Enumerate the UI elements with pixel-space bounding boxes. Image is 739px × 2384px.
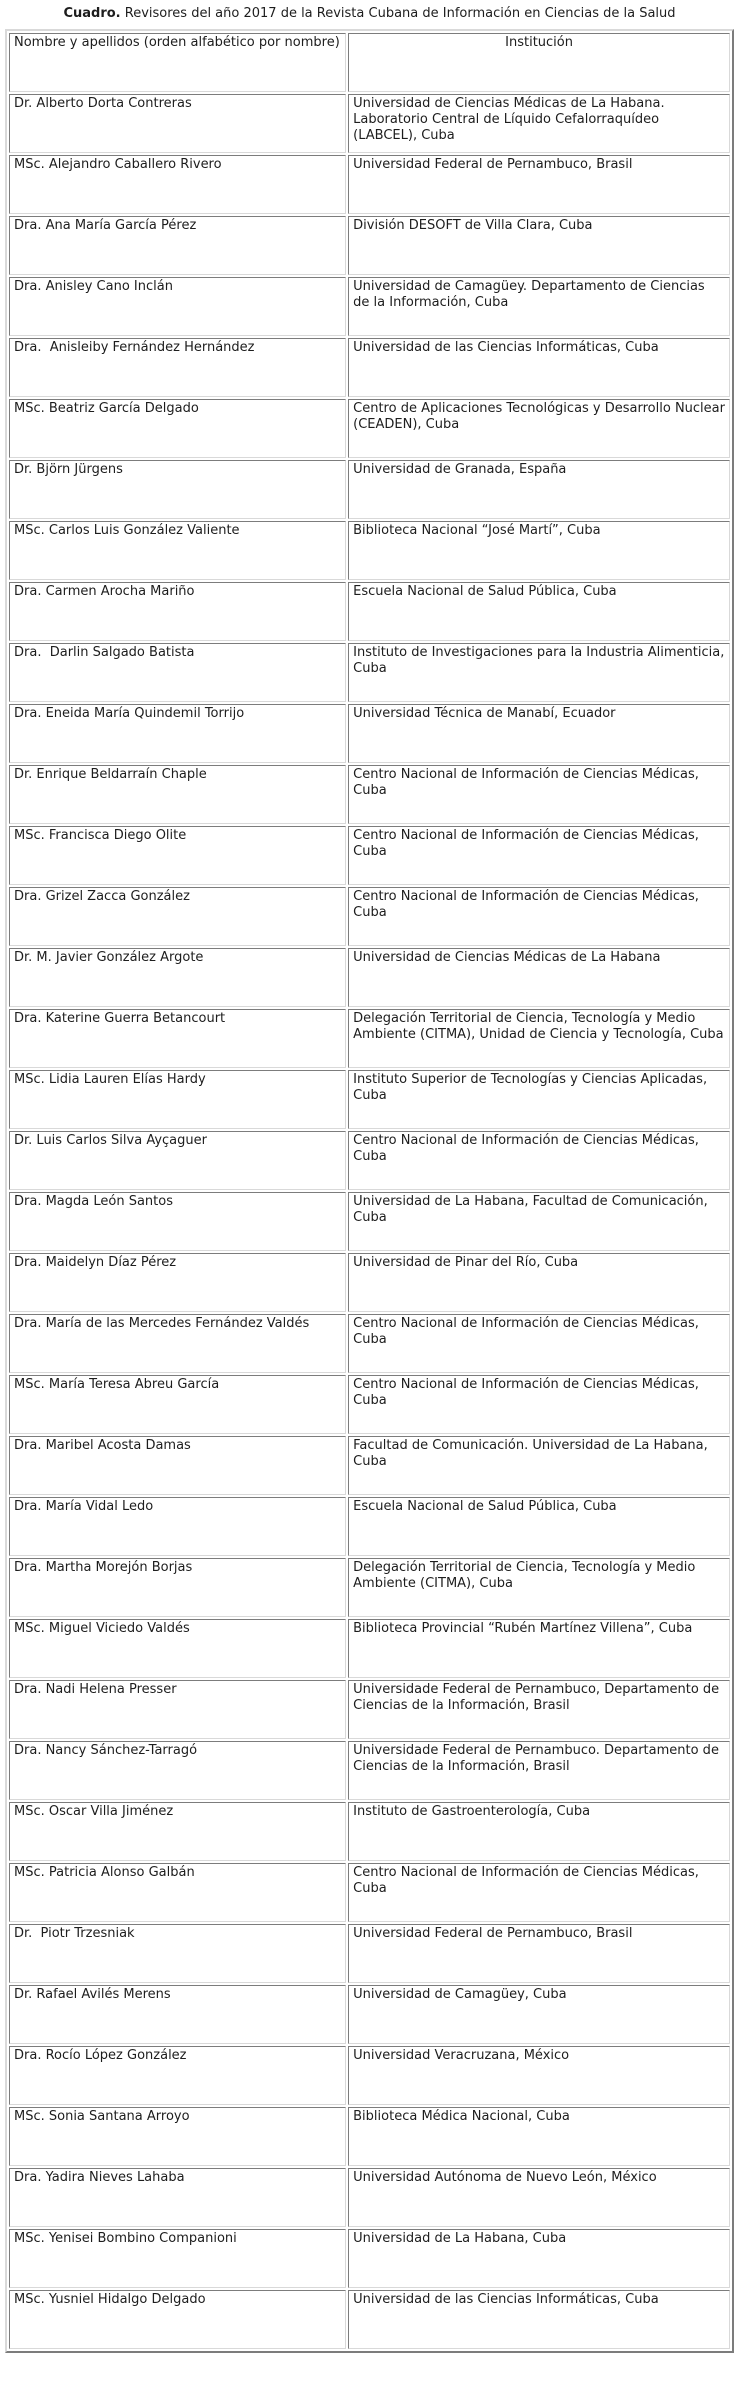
table-row	[9, 155, 730, 214]
table-row	[9, 1436, 730, 1495]
reviewers-table-body	[9, 94, 730, 2349]
table-row	[9, 1009, 730, 1068]
institution-cell: Universidad Federal de Pernambuco, Brasil	[348, 1924, 730, 1983]
reviewer-name-cell: Dra. Nadi Helena Presser	[9, 1680, 346, 1739]
reviewer-name-cell: MSc. Beatriz García Delgado	[9, 399, 346, 458]
reviewer-name-cell: Dr. Björn Jürgens	[9, 460, 346, 519]
institution-cell: Universidad de La Habana, Cuba	[348, 2229, 730, 2288]
reviewer-name-cell: MSc. Miguel Viciedo Valdés	[9, 1619, 346, 1678]
institution-cell: Biblioteca Médica Nacional, Cuba	[348, 2107, 730, 2166]
caption-label: Cuadro.	[63, 6, 121, 21]
institution-cell: Universidad de Camagüey. Departamento de Ciencias de la Información, Cuba	[348, 277, 730, 336]
table-row	[9, 1070, 730, 1129]
institution-cell: Centro de Aplicaciones Tecnológicas y Desarrollo Nuclear (CEADEN), Cuba	[348, 399, 730, 458]
table-row	[9, 1253, 730, 1312]
header-institution-column: Institución	[348, 33, 730, 92]
reviewer-name-cell: Dra. María de las Mercedes Fernández Valdés	[9, 1314, 346, 1373]
table-row	[9, 887, 730, 946]
institution-cell: Instituto de Investigaciones para la Industria Alimenticia, Cuba	[348, 643, 730, 702]
institution-cell: Universidad de La Habana, Facultad de Comunicación, Cuba	[348, 1192, 730, 1251]
table-row	[9, 1192, 730, 1251]
institution-cell: Escuela Nacional de Salud Pública, Cuba	[348, 582, 730, 641]
institution-cell: Universidade Federal de Pernambuco, Departamento de Ciencias de la Información, Brasil	[348, 1680, 730, 1739]
institution-cell: Universidad de Granada, España	[348, 460, 730, 519]
table-row	[9, 2290, 730, 2349]
institution-cell: Universidad Federal de Pernambuco, Brasil	[348, 155, 730, 214]
institution-cell: Universidad de las Ciencias Informáticas, Cuba	[348, 2290, 730, 2349]
institution-cell: Universidad de Camagüey, Cuba	[348, 1985, 730, 2044]
table-row	[9, 1619, 730, 1678]
institution-cell: Delegación Territorial de Ciencia, Tecnología y Medio Ambiente (CITMA), Unidad de Ciencia y Tecnología, Cuba	[348, 1009, 730, 1068]
institution-cell: Universidad de Pinar del Río, Cuba	[348, 1253, 730, 1312]
table-row	[9, 765, 730, 824]
reviewer-name-cell: MSc. María Teresa Abreu García	[9, 1375, 346, 1434]
reviewer-name-cell: Dra. Anisley Cano Inclán	[9, 277, 346, 336]
table-row	[9, 338, 730, 397]
institution-cell: Instituto Superior de Tecnologías y Ciencias Aplicadas, Cuba	[348, 1070, 730, 1129]
table-row	[9, 2046, 730, 2105]
reviewer-name-cell: MSc. Sonia Santana Arroyo	[9, 2107, 346, 2166]
reviewer-name-cell: Dr. Alberto Dorta Contreras	[9, 94, 346, 153]
institution-cell: Facultad de Comunicación. Universidad de La Habana, Cuba	[348, 1436, 730, 1495]
reviewer-name-cell: Dra. Rocío López González	[9, 2046, 346, 2105]
institution-cell: Universidad Técnica de Manabí, Ecuador	[348, 704, 730, 763]
table-row	[9, 582, 730, 641]
reviewer-name-cell: Dr. Rafael Avilés Merens	[9, 1985, 346, 2044]
reviewer-name-cell: Dra. Maribel Acosta Damas	[9, 1436, 346, 1495]
institution-cell: Centro Nacional de Información de Ciencias Médicas, Cuba	[348, 765, 730, 824]
reviewer-name-cell: Dr. Enrique Beldarraín Chaple	[9, 765, 346, 824]
caption-text: Revisores del año 2017 de la Revista Cubana de Información en Ciencias de la Salud	[124, 6, 676, 21]
reviewer-name-cell: MSc. Francisca Diego Olite	[9, 826, 346, 885]
table-row	[9, 2229, 730, 2288]
reviewer-name-cell: MSc. Alejandro Caballero Rivero	[9, 155, 346, 214]
reviewers-table	[5, 29, 734, 2353]
table-row	[9, 1558, 730, 1617]
table-row	[9, 277, 730, 336]
institution-cell: Delegación Territorial de Ciencia, Tecnología y Medio Ambiente (CITMA), Cuba	[348, 1558, 730, 1617]
table-row	[9, 643, 730, 702]
table-row	[9, 1985, 730, 2044]
reviewer-name-cell: MSc. Oscar Villa Jiménez	[9, 1802, 346, 1861]
table-row	[9, 1802, 730, 1861]
institution-cell: Instituto de Gastroenterología, Cuba	[348, 1802, 730, 1861]
reviewer-name-cell: Dra. Darlin Salgado Batista	[9, 643, 346, 702]
table-row	[9, 460, 730, 519]
reviewer-name-cell: MSc. Lidia Lauren Elías Hardy	[9, 1070, 346, 1129]
table-row	[9, 1131, 730, 1190]
institution-cell: Centro Nacional de Información de Ciencias Médicas, Cuba	[348, 1131, 730, 1190]
header-row	[9, 33, 730, 92]
institution-cell: Universidad de las Ciencias Informáticas, Cuba	[348, 338, 730, 397]
table-row	[9, 1314, 730, 1373]
institution-cell: Centro Nacional de Información de Ciencias Médicas, Cuba	[348, 1863, 730, 1922]
reviewer-name-cell: Dra. Anisleiby Fernández Hernández	[9, 338, 346, 397]
reviewer-name-cell: Dra. Maidelyn Díaz Pérez	[9, 1253, 346, 1312]
institution-cell: Centro Nacional de Información de Ciencias Médicas, Cuba	[348, 887, 730, 946]
table-row	[9, 1497, 730, 1556]
reviewer-name-cell: Dra. Grizel Zacca González	[9, 887, 346, 946]
reviewer-name-cell: Dra. Martha Morejón Borjas	[9, 1558, 346, 1617]
reviewer-name-cell: MSc. Carlos Luis González Valiente	[9, 521, 346, 580]
reviewer-name-cell: Dra. Magda León Santos	[9, 1192, 346, 1251]
reviewer-name-cell: Dra. María Vidal Ledo	[9, 1497, 346, 1556]
institution-cell: Universidad Veracruzana, México	[348, 2046, 730, 2105]
reviewer-name-cell: Dra. Eneida María Quindemil Torrijo	[9, 704, 346, 763]
table-row	[9, 2107, 730, 2166]
reviewer-name-cell: Dra. Ana María García Pérez	[9, 216, 346, 275]
table-row	[9, 521, 730, 580]
reviewer-name-cell: Dr. Luis Carlos Silva Ayçaguer	[9, 1131, 346, 1190]
table-row	[9, 1863, 730, 1922]
reviewer-name-cell: Dra. Nancy Sánchez-Tarragó	[9, 1741, 346, 1800]
table-row	[9, 704, 730, 763]
institution-cell: Universidad de Ciencias Médicas de La Habana. Laboratorio Central de Líquido Cefalorraquídeo (LABCEL), Cuba	[348, 94, 730, 153]
table-row	[9, 1741, 730, 1800]
table-row	[9, 1924, 730, 1983]
reviewer-name-cell: Dr. M. Javier González Argote	[9, 948, 346, 1007]
reviewer-name-cell: MSc. Yenisei Bombino Companioni	[9, 2229, 346, 2288]
institution-cell: Universidad Autónoma de Nuevo León, México	[348, 2168, 730, 2227]
institution-cell: Centro Nacional de Información de Ciencias Médicas, Cuba	[348, 1314, 730, 1373]
reviewer-name-cell: Dra. Yadira Nieves Lahaba	[9, 2168, 346, 2227]
reviewer-name-cell: Dra. Katerine Guerra Betancourt	[9, 1009, 346, 1068]
institution-cell: Biblioteca Provincial “Rubén Martínez Villena”, Cuba	[348, 1619, 730, 1678]
reviewer-name-cell: Dr. Piotr Trzesniak	[9, 1924, 346, 1983]
table-row	[9, 826, 730, 885]
institution-cell: División DESOFT de Villa Clara, Cuba	[348, 216, 730, 275]
table-row	[9, 1680, 730, 1739]
institution-cell: Centro Nacional de Información de Ciencias Médicas, Cuba	[348, 1375, 730, 1434]
table-row	[9, 1375, 730, 1434]
table-row	[9, 2168, 730, 2227]
header-name-column: Nombre y apellidos (orden alfabético por nombre)	[9, 33, 346, 92]
table-row	[9, 216, 730, 275]
institution-cell: Centro Nacional de Información de Ciencias Médicas, Cuba	[348, 826, 730, 885]
institution-cell: Universidade Federal de Pernambuco. Departamento de Ciencias de la Información, Brasil	[348, 1741, 730, 1800]
institution-cell: Universidad de Ciencias Médicas de La Habana	[348, 948, 730, 1007]
reviewer-name-cell: MSc. Patricia Alonso Galbán	[9, 1863, 346, 1922]
table-row	[9, 948, 730, 1007]
table-caption	[62, 6, 677, 23]
institution-cell: Escuela Nacional de Salud Pública, Cuba	[348, 1497, 730, 1556]
reviewer-name-cell: MSc. Yusniel Hidalgo Delgado	[9, 2290, 346, 2349]
reviewer-name-cell: Dra. Carmen Arocha Mariño	[9, 582, 346, 641]
table-row	[9, 94, 730, 153]
table-row	[9, 399, 730, 458]
institution-cell: Biblioteca Nacional “José Martí”, Cuba	[348, 521, 730, 580]
